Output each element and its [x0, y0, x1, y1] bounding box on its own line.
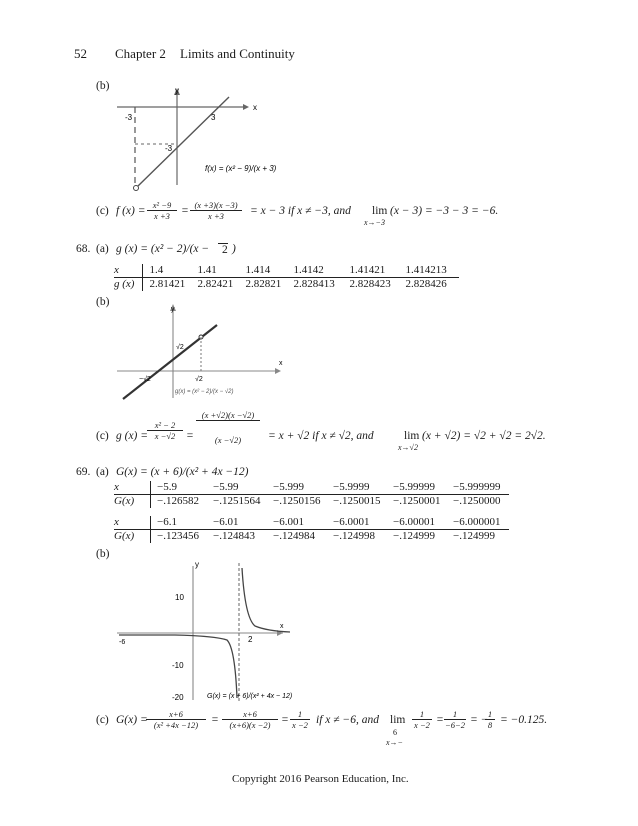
p69-table2 [114, 516, 509, 543]
p67-c-frac1 [147, 200, 177, 221]
p69-table1-g-cell: −.1250000 [453, 495, 501, 507]
footer-copyright: Copyright 2016 Pearson Education, Inc. [232, 773, 409, 785]
p67-c-rest: = x − 3 if x ≠ −3, and [250, 205, 351, 217]
p68-table-g-cell: 2.828423 [349, 278, 391, 290]
p68-x-label: x [279, 360, 283, 367]
page-number: 52 [74, 46, 87, 61]
p67-c-frac2 [190, 200, 242, 221]
p68-table [114, 264, 459, 291]
p68-c-label: (c) [96, 430, 109, 442]
p69-table1-x-label: x [114, 481, 151, 495]
p68-table-g-cell: 2.828426 [405, 278, 447, 290]
p67-y-label: y [175, 86, 179, 95]
p69-table2-g-label: G(x) [114, 530, 151, 544]
p68-b-label: (b) [96, 296, 110, 308]
p69-graph [115, 558, 300, 708]
p69-c-lim: lim [390, 714, 406, 726]
p67-c-lim-sub: x→−3 [364, 218, 385, 227]
p67-c-frac1-num: x² −9 [147, 200, 177, 211]
p69-x-tick-neg6: -6 [119, 639, 126, 646]
p68-table-g-cell: 2.828413 [293, 278, 335, 290]
p69-c-tail: = −0.125. [500, 714, 548, 726]
p67-c-label: (c) [96, 205, 109, 217]
p68-a-label: (a) [96, 243, 109, 255]
p69-func-label: G(x) = (x + 6)/(x² + 4x − 12) [207, 693, 293, 700]
p69-table2-g-cell: −.124998 [333, 530, 375, 542]
p67-b-label: (b) [96, 80, 110, 92]
p68-number: 68. [76, 243, 91, 255]
p69-y-label: y [195, 560, 199, 569]
p69-table2-g-cell: −.124999 [393, 530, 435, 542]
p68-c-frac1 [147, 420, 183, 441]
p68-table-g-cell: 2.81421 [149, 278, 186, 290]
p69-table2-x-cell: −6.001 [267, 516, 327, 530]
p69-c-frac2-num: x+6 [222, 709, 278, 720]
p68-c-frac2-num: (x +√2)(x −√2) [196, 410, 260, 421]
p67-c-lhs: f (x) = [116, 205, 146, 217]
p69-y-tick-10: 10 [175, 593, 184, 602]
p67-tick-neg3: -3 [125, 113, 133, 122]
p68-c-rest: = x + √2 if x ≠ √2, and [268, 430, 374, 442]
p69-c-eq2: = [281, 714, 289, 726]
p69-x-tick-2: 2 [248, 635, 253, 644]
p68-table-g-label: g (x) [114, 278, 143, 292]
p69-table2-g-cell: −.124984 [273, 530, 315, 542]
p68-table-x-cell: 1.4142 [287, 264, 343, 278]
p69-c-frac6 [485, 709, 495, 730]
p69-x-label: x [280, 623, 284, 630]
p68-c-frac1-den: x −√2 [154, 431, 176, 441]
p69-table1-g-label: G(x) [114, 495, 151, 509]
p69-a-expr: G(x) = (x + 6)/(x² + 4x −12) [116, 466, 249, 478]
p68-c-frac1-num: x² − 2 [147, 420, 183, 431]
p67-func-label: f(x) = (x² − 9)/(x + 3) [205, 164, 277, 173]
p69-table2-x-cell: −6.1 [151, 516, 208, 530]
p69-c-frac6-num: 1 [485, 709, 495, 720]
p67-x-label: x [253, 103, 257, 112]
p68-a-expr: g (x) = (x² − 2)/(x − [116, 243, 210, 255]
p68-c-lim: lim [404, 430, 420, 442]
p68-table-g-cell: 2.82821 [245, 278, 282, 290]
p69-a-label: (a) [96, 466, 109, 478]
p69-c-frac2-den: (x+6)(x −2) [229, 720, 271, 730]
p67-x-arrow [243, 104, 249, 110]
p68-c-lhs: g (x) = [116, 430, 149, 442]
p69-table2-x-cell: −6.00001 [387, 516, 447, 530]
p68-table-x-cell: 1.4 [143, 264, 192, 278]
chapter-label: Chapter 2 [115, 46, 166, 61]
p69-c-lhs: G(x) = [116, 714, 148, 726]
p69-c-frac4-den: x −2 [414, 720, 430, 730]
p67-c-frac2-den: x +3 [208, 211, 224, 221]
p69-table1-g-cell: −.1250156 [273, 495, 321, 507]
p69-c-label: (c) [96, 714, 109, 726]
p69-y-tick-neg10: -10 [172, 661, 184, 670]
p67-c-tail: (x − 3) = −3 − 3 = −6. [390, 205, 499, 217]
p67-tick-y-neg3: -3 [165, 144, 173, 153]
p67-c-eq1: = [181, 205, 189, 217]
p68-c-frac2-den: (x −√2) [214, 435, 242, 445]
p68-table-x-cell: 1.414 [239, 264, 287, 278]
p68-table-x-label: x [114, 264, 143, 278]
p69-c-rest: if x ≠ −6, and [316, 714, 379, 726]
p69-table2-g-cell: −.124843 [213, 530, 255, 542]
p69-table2-x-cell: −6.0001 [327, 516, 387, 530]
p69-table2-g-cell: −.124999 [453, 530, 495, 542]
p68-table-x-cell: 1.41421 [343, 264, 399, 278]
p68-table-g-cell: 2.82421 [197, 278, 234, 290]
p69-table1-x-cell: −5.99 [207, 481, 267, 495]
p69-table1-x-cell: −5.99999 [387, 481, 447, 495]
p69-b-label: (b) [96, 548, 110, 560]
p67-c-frac1-den: x +3 [154, 211, 170, 221]
p67-tick-3: 3 [211, 113, 216, 122]
p69-table1-g-cell: −.126582 [157, 495, 199, 507]
p67-c-frac2-num: (x +3)(x −3) [190, 200, 242, 211]
p68-a-close: ) [232, 243, 236, 255]
p68-y-tick: √2 [176, 344, 184, 351]
p69-table1 [114, 481, 509, 508]
p69-c-frac1-den: (x² +4x −12) [153, 720, 199, 730]
p69-c-eq4: = − [470, 714, 489, 726]
p68-graph [115, 303, 285, 403]
p69-table2-x-label: x [114, 516, 151, 530]
p69-c-frac3-num: 1 [290, 709, 310, 720]
p69-c-frac1-num: x+6 [146, 709, 206, 720]
p69-c-frac4 [412, 709, 432, 730]
p69-table1-g-cell: −.1251564 [213, 495, 261, 507]
p68-y-label: y [171, 306, 175, 313]
p69-y-tick-neg20: -20 [172, 693, 184, 702]
p69-c-frac5 [444, 709, 466, 730]
p68-a-sqrt: 2 [218, 243, 228, 256]
p69-c-frac1 [146, 709, 206, 730]
p68-table-x-cell: 1.41 [191, 264, 239, 278]
p69-table1-g-cell: −.1250015 [333, 495, 381, 507]
p69-c-eq3: = [436, 714, 444, 726]
p69-c-frac3-den: x −2 [292, 720, 308, 730]
p68-c-tail: (x + √2) = √2 + √2 = 2√2. [422, 430, 546, 442]
p69-c-eq1: = [211, 714, 219, 726]
p67-c-lim: lim [372, 205, 388, 217]
p67-hole [134, 186, 139, 191]
p69-table1-x-cell: −5.9999 [327, 481, 387, 495]
p69-table2-g-cell: −.123456 [157, 530, 199, 542]
p69-c-frac4-num: 1 [412, 709, 432, 720]
p68-func-label: g(x) = (x² − 2)/(x − √2) [175, 389, 234, 395]
p69-table1-x-cell: −5.9 [151, 481, 208, 495]
p69-table1-g-cell: −.1250001 [393, 495, 441, 507]
p68-x-tick-pos: √2 [195, 376, 203, 383]
p68-x-tick-neg: −√2 [139, 376, 151, 383]
p67-graph [115, 85, 280, 195]
p69-table2-x-cell: −6.01 [207, 516, 267, 530]
p69-c-frac3 [290, 709, 310, 730]
p68-c-eq1: = [186, 430, 194, 442]
p69-c-frac5-den: −6−2 [445, 720, 465, 730]
p69-c-lim-sub1: 6 [393, 728, 397, 737]
p69-c-frac2 [222, 709, 278, 730]
p68-table-x-cell: 1.414213 [399, 264, 459, 278]
p69-table2-x-cell: −6.000001 [447, 516, 509, 530]
p69-table1-x-cell: −5.999999 [447, 481, 509, 495]
chapter-title: Limits and Continuity [180, 46, 295, 61]
p69-table1-x-cell: −5.999 [267, 481, 327, 495]
p69-c-lim-sub2: x→− [386, 738, 403, 747]
p68-c-lim-sub: x→√2 [398, 443, 418, 452]
p69-c-frac5-num: 1 [444, 709, 466, 720]
p68-x-arrow [275, 368, 281, 374]
p68-c-frac2 [196, 410, 260, 445]
p69-c-frac6-den: 8 [487, 720, 493, 730]
p69-number: 69. [76, 466, 91, 478]
